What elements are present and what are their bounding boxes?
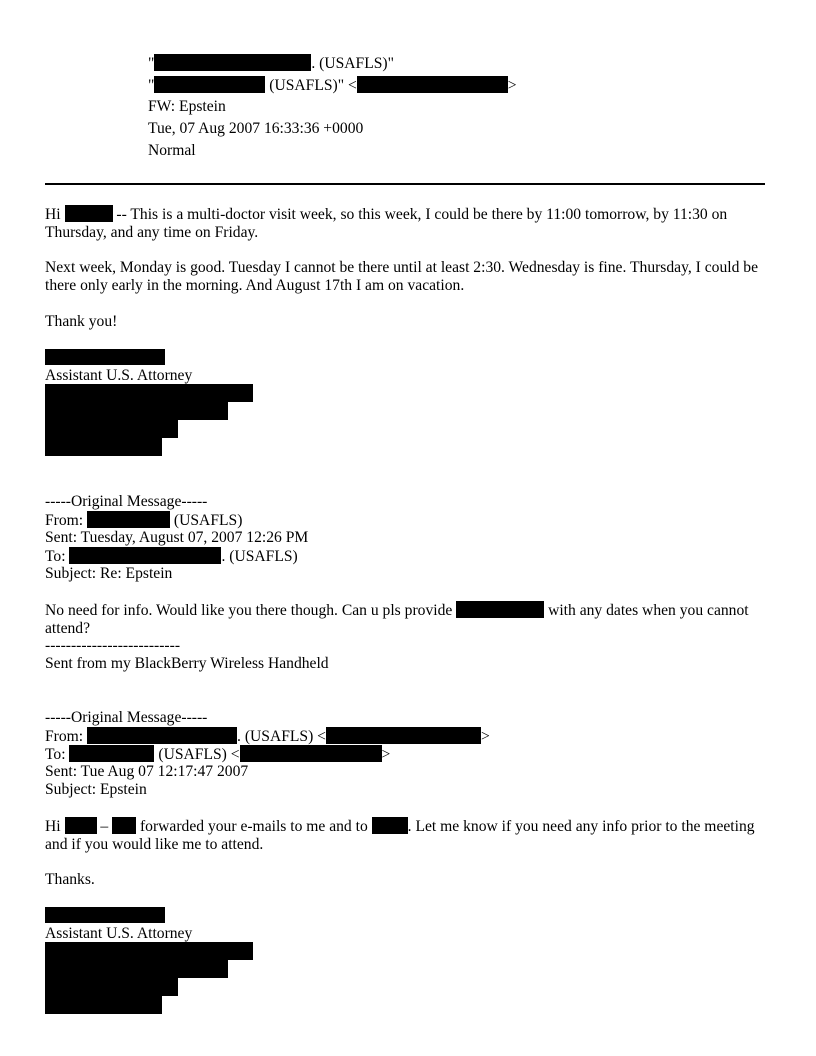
orig2-subject: Subject: Epstein (45, 781, 147, 798)
redaction (69, 745, 154, 762)
redaction (240, 745, 382, 762)
redaction (65, 205, 113, 222)
body-paragraph-1: Hi -- This is a multi-doctor visit week, so this week, I could be there by 11:00 tomorrow, by 11:30 on Thursday, and any time on Friday. (45, 206, 728, 241)
redaction (154, 76, 265, 93)
redaction (87, 511, 170, 528)
redaction (112, 817, 136, 834)
body-paragraph-2: Next week, Monday is good. Tuesday I cannot be there until at least 2:30. Wednesday is fine. Thursday, I could be there only early in the morning. And August 17th I am on vacation. (45, 259, 759, 294)
redaction (154, 54, 311, 71)
redaction (45, 942, 253, 960)
redaction (45, 996, 162, 1014)
importance-value: Normal (148, 142, 196, 159)
orig1-body: No need for info. Would like you there though. Can u pls provide with any dates when you cannot attend? (45, 602, 749, 637)
redaction (45, 349, 165, 365)
redaction (45, 907, 165, 923)
orig2-to: To: (USAFLS) < > (45, 746, 391, 763)
redaction (45, 438, 162, 456)
redaction (87, 727, 237, 744)
blackberry-signature: Sent from my BlackBerry Wireless Handheld (45, 655, 329, 672)
date-value: Tue, 07 Aug 2007 16:33:36 +0000 (148, 120, 364, 137)
body-paragraph-3: Thank you! (45, 313, 118, 330)
to-value: " (USAFLS)" < > (148, 77, 517, 94)
redaction (326, 727, 481, 744)
orig2-body: Hi – forwarded your e-mails to me and to . Let me know if you need any info prior to the meeting and if you would like me to attend. (45, 818, 755, 853)
redaction (45, 960, 228, 978)
signature-title: Assistant U.S. Attorney (45, 925, 193, 942)
redaction (45, 402, 228, 420)
orig1-from: From: (USAFLS) (45, 512, 243, 529)
redaction (69, 547, 221, 564)
redaction (45, 384, 253, 402)
orig2-from: From: . (USAFLS) < > (45, 728, 490, 745)
subject-value: FW: Epstein (148, 98, 226, 115)
orig1-subject: Subject: Re: Epstein (45, 565, 173, 582)
orig1-sent: Sent: Tuesday, August 07, 2007 12:26 PM (45, 529, 309, 546)
signature-separator: -------------------------- (45, 637, 181, 654)
from-value: " . (USAFLS)" (148, 55, 394, 72)
redaction (372, 817, 408, 834)
header-divider (45, 183, 765, 185)
orig1-to: To: . (USAFLS) (45, 548, 298, 565)
redaction (65, 817, 97, 834)
original-message-marker: -----Original Message----- (45, 709, 208, 726)
orig2-sent: Sent: Tue Aug 07 12:17:47 2007 (45, 763, 249, 780)
redaction (456, 601, 544, 618)
orig2-thanks: Thanks. (45, 871, 95, 888)
redaction (45, 978, 178, 996)
signature-title: Assistant U.S. Attorney (45, 367, 193, 384)
original-message-marker: -----Original Message----- (45, 493, 208, 510)
redaction (357, 76, 508, 93)
redaction (45, 420, 178, 438)
